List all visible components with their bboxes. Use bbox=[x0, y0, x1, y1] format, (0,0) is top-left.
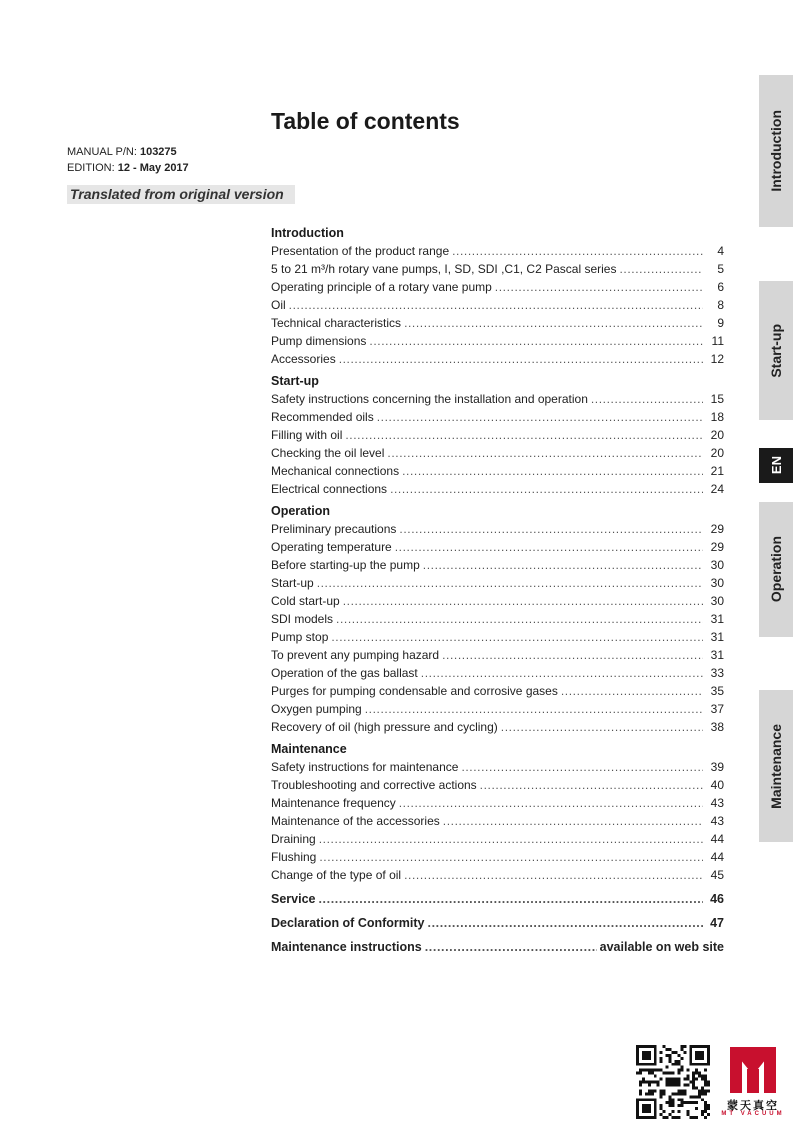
toc-entry-page: available on web site bbox=[599, 940, 724, 954]
toc-entry-page: 6 bbox=[717, 280, 724, 294]
toc-dot-leader bbox=[343, 592, 703, 610]
toc-entry-page: 11 bbox=[711, 334, 724, 348]
toc-dot-leader bbox=[339, 350, 703, 368]
toc-entry-label: Purges for pumping condensable and corrosive gases bbox=[271, 684, 558, 698]
toc-entry-label: Draining bbox=[271, 832, 316, 846]
toc-entry[interactable] bbox=[271, 314, 724, 332]
toc-entry[interactable] bbox=[271, 242, 724, 260]
side-tab-maintenance[interactable] bbox=[759, 690, 793, 842]
toc-entry[interactable] bbox=[271, 538, 724, 556]
toc-section bbox=[271, 372, 724, 498]
toc-entry[interactable] bbox=[271, 700, 724, 718]
edition-line bbox=[67, 162, 189, 174]
toc-entry-label: Operating temperature bbox=[271, 540, 392, 554]
toc-dot-leader bbox=[317, 574, 703, 592]
toc-entry-label: Technical characteristics bbox=[271, 316, 402, 330]
toc-dot-leader bbox=[336, 610, 703, 628]
side-tab-operation[interactable] bbox=[759, 502, 793, 637]
toc-entry[interactable] bbox=[271, 556, 724, 574]
toc-entry[interactable] bbox=[271, 890, 724, 908]
toc-entry-label: Checking the oil level bbox=[271, 446, 385, 460]
toc-dot-leader bbox=[402, 462, 703, 480]
qr-code-icon bbox=[636, 1045, 710, 1119]
edition-label: EDITION: bbox=[67, 162, 118, 174]
side-tab-language[interactable] bbox=[759, 448, 793, 483]
toc-entry[interactable] bbox=[271, 462, 724, 480]
toc-section-title: Operation bbox=[271, 504, 331, 518]
toc-dot-leader bbox=[387, 444, 703, 462]
toc-dot-leader bbox=[319, 830, 703, 848]
toc-entry[interactable] bbox=[271, 758, 724, 776]
toc-entry-page: 4 bbox=[717, 244, 724, 258]
toc-entry-page: 44 bbox=[710, 850, 724, 864]
toc-entry-label: Troubleshooting and corrective actions bbox=[271, 778, 477, 792]
toc-dot-leader bbox=[461, 758, 703, 776]
logo-chinese-text: 蒙天真空 bbox=[727, 1099, 779, 1112]
side-tab-startup[interactable] bbox=[759, 281, 793, 420]
toc-entry[interactable] bbox=[271, 866, 724, 884]
toc-entry-page: 39 bbox=[710, 760, 724, 774]
toc-entry-label: Operation of the gas ballast bbox=[271, 666, 418, 680]
toc-dot-leader bbox=[369, 332, 703, 350]
translated-note: Translated from original version bbox=[67, 185, 295, 204]
toc-dot-leader bbox=[390, 480, 703, 498]
toc-entry[interactable] bbox=[271, 776, 724, 794]
toc-entry-page: 30 bbox=[710, 594, 724, 608]
toc-entry-page: 38 bbox=[710, 720, 724, 734]
toc-entry-label: Declaration of Conformity bbox=[271, 916, 425, 930]
toc-entry[interactable] bbox=[271, 664, 724, 682]
toc-entry-label: Oxygen pumping bbox=[271, 702, 362, 716]
toc-entry-label: Filling with oil bbox=[271, 428, 343, 442]
toc-entry-label: 5 to 21 m³/h rotary vane pumps, I, SD, SDI ,C1, C2 Pascal series bbox=[271, 262, 617, 276]
side-tab-label: Operation bbox=[768, 536, 784, 603]
toc-entry[interactable] bbox=[271, 646, 724, 664]
toc-entry-page: 35 bbox=[710, 684, 724, 698]
side-tab-label: Introduction bbox=[768, 110, 784, 192]
toc-dot-leader bbox=[289, 296, 703, 314]
toc-dot-leader bbox=[377, 408, 703, 426]
toc-entry[interactable] bbox=[271, 520, 724, 538]
toc-dot-leader bbox=[421, 664, 703, 682]
toc-entry-label: Operating principle of a rotary vane pump bbox=[271, 280, 492, 294]
toc-entry-page: 31 bbox=[710, 630, 724, 644]
toc-entry-page: 12 bbox=[710, 352, 724, 366]
toc-entry-page: 47 bbox=[710, 916, 724, 930]
manual-number: 103275 bbox=[139, 146, 177, 158]
toc-entry-label: Service bbox=[271, 892, 316, 906]
toc-dot-leader bbox=[318, 890, 703, 908]
toc-entry-label: Maintenance of the accessories bbox=[271, 814, 440, 828]
edition-value: 12 - May 2017 bbox=[117, 162, 189, 174]
toc-dot-leader bbox=[591, 390, 703, 408]
toc-entry-page: 24 bbox=[710, 482, 724, 496]
toc-entry[interactable] bbox=[271, 350, 724, 368]
toc-entry-label: Accessories bbox=[271, 352, 336, 366]
toc-entry[interactable] bbox=[271, 574, 724, 592]
toc-dot-leader bbox=[399, 794, 703, 812]
toc-entry[interactable] bbox=[271, 426, 724, 444]
toc-dot-leader bbox=[404, 314, 703, 332]
toc-entry-page: 45 bbox=[710, 868, 724, 882]
toc-entry-page: 29 bbox=[710, 522, 724, 536]
toc-entry[interactable] bbox=[271, 278, 724, 296]
toc-entry-page: 30 bbox=[710, 558, 724, 572]
toc-entry[interactable] bbox=[271, 296, 724, 314]
toc-entry-label: Cold start-up bbox=[271, 594, 340, 608]
toc-entry-label: Maintenance instructions bbox=[271, 940, 422, 954]
toc-entry[interactable] bbox=[271, 260, 724, 278]
toc-dot-leader bbox=[452, 242, 703, 260]
toc-entry-page: 31 bbox=[710, 648, 724, 662]
toc-entry-label: Pump stop bbox=[271, 630, 329, 644]
toc-entry-label: Before starting-up the pump bbox=[271, 558, 420, 572]
toc-section bbox=[271, 740, 724, 884]
toc-entry-page: 18 bbox=[710, 410, 724, 424]
toc-entry-page: 30 bbox=[710, 576, 724, 590]
toc-dot-leader bbox=[365, 700, 703, 718]
toc-entry[interactable] bbox=[271, 408, 724, 426]
side-tab-label: EN bbox=[768, 456, 784, 475]
manual-label: MANUAL P/N: bbox=[67, 146, 140, 158]
toc-entry-label: To prevent any pumping hazard bbox=[271, 648, 440, 662]
toc-dot-leader bbox=[319, 848, 703, 866]
toc-section-title: Start-up bbox=[271, 374, 319, 388]
toc-section bbox=[271, 502, 724, 736]
toc-entry-page: 37 bbox=[710, 702, 724, 716]
toc-entry-label: Electrical connections bbox=[271, 482, 388, 496]
toc-entry-page: 43 bbox=[710, 814, 724, 828]
toc-entry-page: 33 bbox=[710, 666, 724, 680]
toc-entry[interactable] bbox=[271, 938, 724, 956]
toc-entry-page: 43 bbox=[710, 796, 724, 810]
toc-entry-label: Pump dimensions bbox=[271, 334, 367, 348]
toc-dot-leader bbox=[619, 260, 703, 278]
toc-entry-label: Safety instructions for maintenance bbox=[271, 760, 459, 774]
toc-entry-label: Recommended oils bbox=[271, 410, 374, 424]
toc-entry-page: 29 bbox=[710, 540, 724, 554]
toc-entry-label: Presentation of the product range bbox=[271, 244, 450, 258]
toc-entry-label: Safety instructions concerning the installation and operation bbox=[271, 392, 588, 406]
toc-entry[interactable] bbox=[271, 848, 724, 866]
side-tab-label: Start-up bbox=[768, 323, 784, 378]
toc-dot-leader bbox=[442, 646, 703, 664]
toc-dot-leader bbox=[423, 556, 703, 574]
toc-dot-leader bbox=[399, 520, 703, 538]
manual-number-line bbox=[67, 146, 177, 158]
toc-entry-page: 44 bbox=[710, 832, 724, 846]
toc-section-title: Introduction bbox=[271, 226, 344, 240]
toc-entry-label: Mechanical connections bbox=[271, 464, 400, 478]
toc-dot-leader bbox=[561, 682, 703, 700]
logo-english-text: MT VACUUM bbox=[721, 1111, 785, 1117]
toc-entry-page: 8 bbox=[717, 298, 724, 312]
toc-entry-label: Recovery of oil (high pressure and cycling) bbox=[271, 720, 498, 734]
toc-entry[interactable] bbox=[271, 794, 724, 812]
toc-entry-label: Oil bbox=[271, 298, 286, 312]
toc-dot-leader bbox=[331, 628, 703, 646]
toc-entry-page: 20 bbox=[710, 446, 724, 460]
toc-dot-leader bbox=[428, 914, 704, 932]
toc-entry[interactable] bbox=[271, 332, 724, 350]
toc-entry[interactable] bbox=[271, 390, 724, 408]
side-tab-label: Maintenance bbox=[768, 723, 784, 809]
toc-entry-label: Preliminary precautions bbox=[271, 522, 397, 536]
toc-section-title: Maintenance bbox=[271, 742, 347, 756]
toc-entry-label: Start-up bbox=[271, 576, 314, 590]
toc-entry-page: 9 bbox=[717, 316, 724, 330]
toc-entry-label: SDI models bbox=[271, 612, 334, 626]
toc-dot-leader bbox=[404, 866, 703, 884]
toc-entry[interactable] bbox=[271, 480, 724, 498]
toc-entry[interactable] bbox=[271, 718, 724, 736]
toc-entry-label: Flushing bbox=[271, 850, 317, 864]
toc-dot-leader bbox=[395, 538, 703, 556]
side-tab-introduction[interactable] bbox=[759, 75, 793, 227]
toc-entry[interactable] bbox=[271, 682, 724, 700]
toc-dot-leader bbox=[345, 426, 703, 444]
toc-entry[interactable] bbox=[271, 592, 724, 610]
toc-dot-leader bbox=[425, 938, 597, 956]
toc-dot-leader bbox=[480, 776, 703, 794]
toc-entry[interactable] bbox=[271, 812, 724, 830]
toc-entry[interactable] bbox=[271, 610, 724, 628]
toc-entry[interactable] bbox=[271, 444, 724, 462]
page-title: Table of contents bbox=[271, 108, 460, 134]
toc-entry-page: 20 bbox=[710, 428, 724, 442]
toc-entry-page: 5 bbox=[717, 262, 724, 276]
toc-entry-label: Change of the type of oil bbox=[271, 868, 402, 882]
toc-entry-page: 21 bbox=[710, 464, 724, 478]
toc-section bbox=[271, 224, 724, 368]
toc-entry[interactable] bbox=[271, 628, 724, 646]
toc-entry-page: 46 bbox=[710, 892, 724, 906]
table-of-contents bbox=[271, 224, 724, 956]
toc-entry[interactable] bbox=[271, 830, 724, 848]
toc-dot-leader bbox=[443, 812, 703, 830]
toc-dot-leader bbox=[495, 278, 703, 296]
toc-entry-label: Maintenance frequency bbox=[271, 796, 396, 810]
toc-entry-page: 40 bbox=[710, 778, 724, 792]
toc-dot-leader bbox=[501, 718, 703, 736]
toc-entry[interactable] bbox=[271, 914, 724, 932]
toc-entry-page: 31 bbox=[710, 612, 724, 626]
toc-entry-page: 15 bbox=[710, 392, 724, 406]
